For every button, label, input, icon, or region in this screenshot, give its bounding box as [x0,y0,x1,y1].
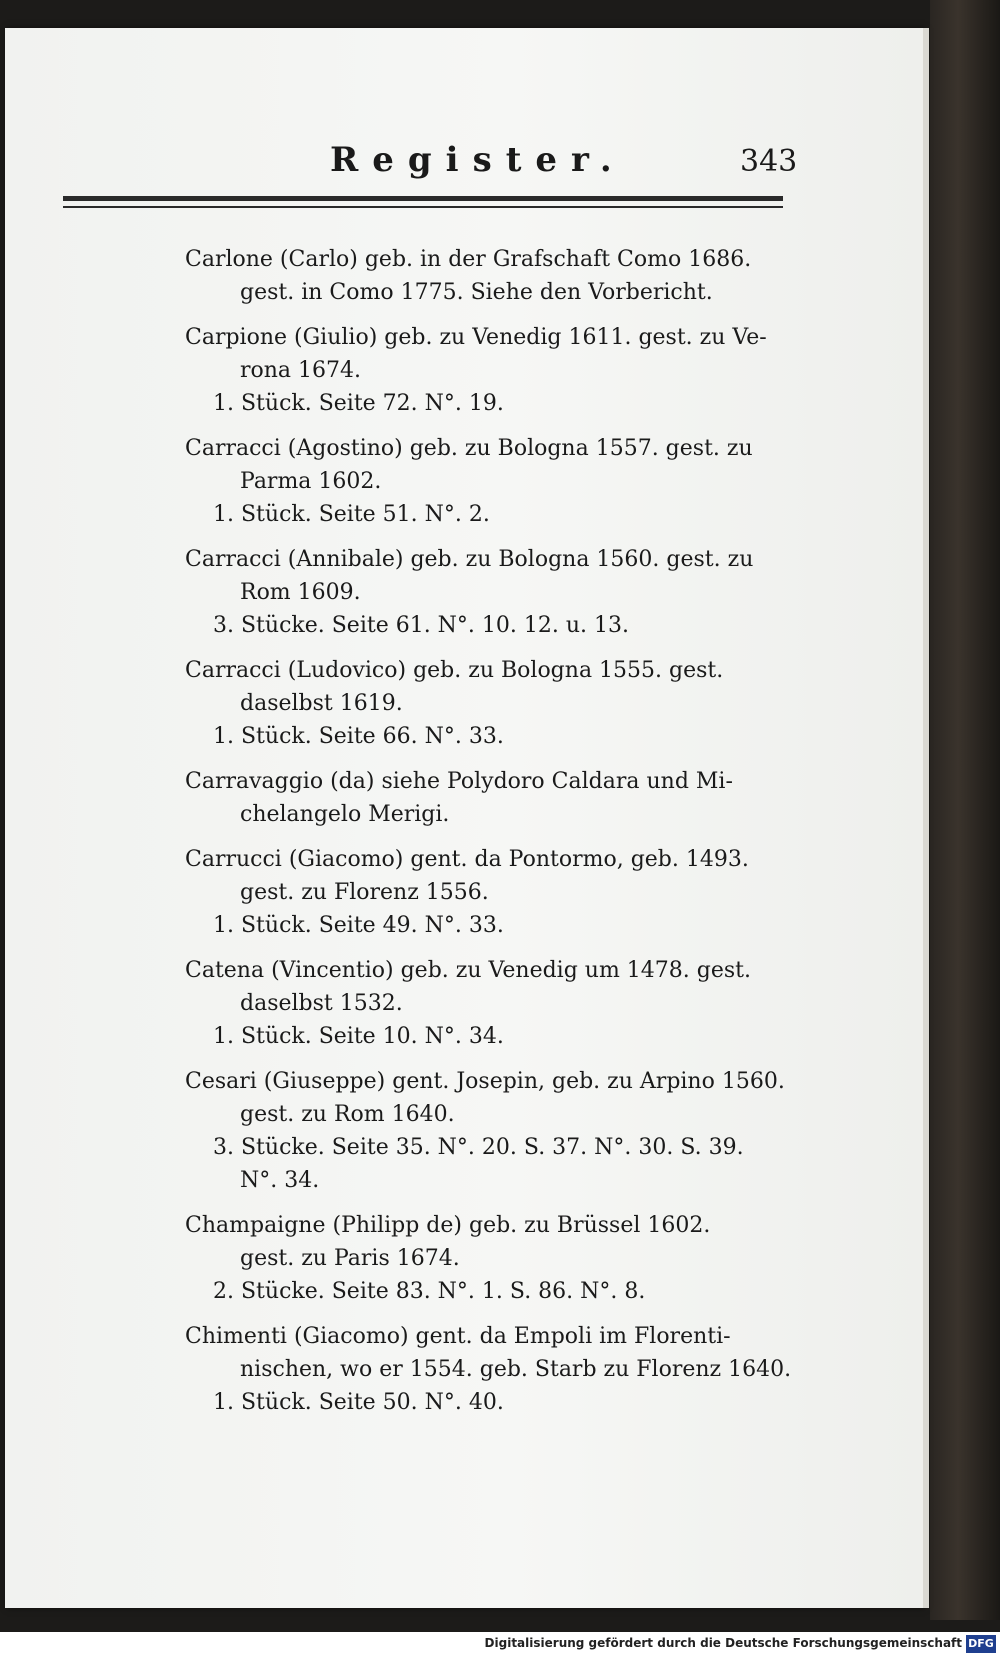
register-entry [185,243,785,309]
entry-line: rona 1674. [240,358,362,383]
header-rule-thick [63,196,783,201]
entry-line: Carracci (Annibale) geb. zu Bologna 1560. gest. zu [185,547,754,572]
entry-line: Catena (Vincentio) geb. zu Venedig um 1478. gest. [185,958,752,983]
entry-reference: 1. Stück. Seite 51. N°. 2. [213,502,490,527]
header-rule-thin [63,206,783,208]
entry-line: Champaigne (Philipp de) geb. zu Brüssel 1602. [185,1213,711,1238]
digitization-footer [0,1632,1000,1658]
entry-line: daselbst 1532. [240,991,403,1016]
entry-line: chelangelo Merigi. [240,802,450,827]
entry-line: gest. zu Rom 1640. [240,1102,455,1127]
dfg-logo[interactable]: DFG [966,1635,996,1653]
entry-reference: 1. Stück. Seite 50. N°. 40. [213,1390,504,1415]
entry-line: Cesari (Giuseppe) gent. Josepin, geb. zu Arpino 1560. [185,1069,785,1094]
register-entry [185,654,785,753]
entry-line: Carrucci (Giacomo) gent. da Pontormo, geb. 1493. [185,847,749,872]
entry-line: Chimenti (Giacomo) gent. da Empoli im Florenti- [185,1324,731,1349]
entry-reference: 3. Stücke. Seite 61. N°. 10. 12. u. 13. [213,613,630,638]
page-header-title: Register. [330,140,626,180]
register-entry [185,1320,792,1419]
entry-line: Carlone (Carlo) geb. in der Grafschaft Como 1686. [185,247,752,272]
register-entries [185,243,792,1431]
entry-line: Carravaggio (da) siehe Polydoro Caldara und Mi- [185,769,733,794]
entry-reference: 1. Stück. Seite 66. N°. 33. [213,724,504,749]
entry-line: Rom 1609. [240,580,361,605]
register-entry [185,321,785,420]
entry-line: daselbst 1619. [240,691,403,716]
register-entry [185,843,785,942]
register-entry [185,1209,785,1308]
book-page [5,28,923,1608]
entry-reference: 2. Stücke. Seite 83. N°. 1. S. 86. N°. 8. [213,1279,646,1304]
entry-line: gest. zu Paris 1674. [240,1246,460,1271]
entry-reference: 1. Stück. Seite 72. N°. 19. [213,391,504,416]
footer-attribution: Digitalisierung gefördert durch die Deutsche Forschungsgemeinschaft [484,1636,962,1650]
page-number: 343 [740,144,798,179]
entry-line: nischen, wo er 1554. geb. Starb zu Florenz 1640. [240,1357,792,1382]
register-entry [185,954,785,1053]
register-entry [185,1065,785,1197]
entry-line: Carracci (Ludovico) geb. zu Bologna 1555. gest. [185,658,724,683]
entry-reference: 1. Stück. Seite 10. N°. 34. [213,1024,504,1049]
entry-line: Carpione (Giulio) geb. zu Venedig 1611. gest. zu Ve- [185,325,767,350]
entry-reference: 1. Stück. Seite 49. N°. 33. [213,913,504,938]
entry-line: gest. in Como 1775. Siehe den Vorbericht. [240,280,713,305]
register-entry [185,432,785,531]
entry-line: Carracci (Agostino) geb. zu Bologna 1557. gest. zu [185,436,753,461]
book-spine [930,0,1000,1620]
entry-reference: N°. 34. [240,1168,320,1193]
page-edge [923,28,929,1608]
register-entry [185,543,785,642]
entry-reference: 3. Stücke. Seite 35. N°. 20. S. 37. N°. 30. S. 39. [213,1135,744,1160]
entry-line: gest. zu Florenz 1556. [240,880,489,905]
entry-line: Parma 1602. [240,469,382,494]
register-entry [185,765,785,831]
